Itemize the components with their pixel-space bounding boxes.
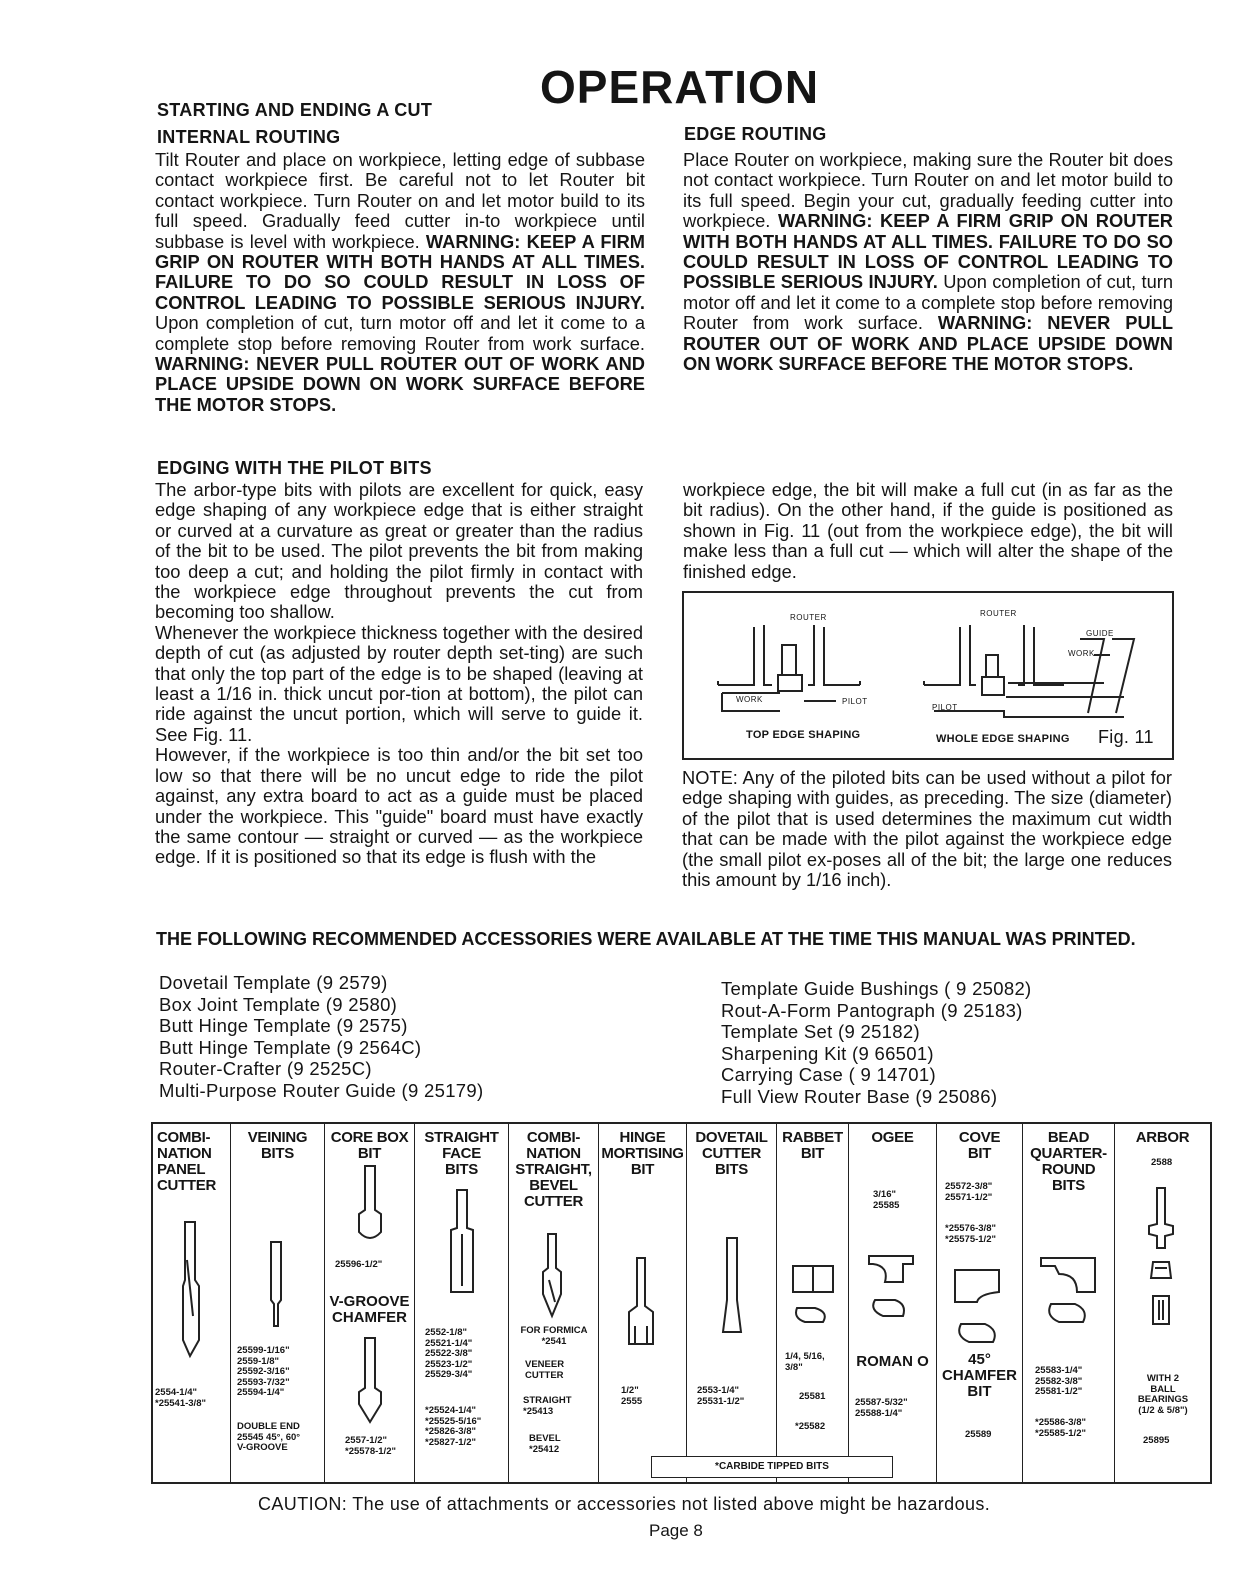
internal-routing-warning2: WARNING: NEVER PULL ROUTER OUT OF WORK AND PLACE UPSIDE DOWN ON WORK SURFACE BEFORE THE MOTOR STOPS. <box>155 353 645 415</box>
figure-11 <box>682 591 1174 760</box>
note-text <box>682 768 1172 890</box>
bit-part-numbers: 1/4, 5/16, 3/8" <box>785 1351 825 1373</box>
bit-part-numbers: 3/16" 25585 <box>873 1189 900 1211</box>
bit-part-numbers: BEVEL *25412 <box>529 1433 561 1455</box>
heading-edge-routing: EDGE ROUTING <box>684 124 827 144</box>
bit-part-numbers: *25524-1/4" *25525-5/16" *25826-3/8" *25827-1/2" <box>425 1405 482 1448</box>
ogee-bit-icon <box>865 1250 921 1330</box>
edging-p2: Whenever the workpiece thickness together with the desired depth of cut (as adjusted by router depth set-ting) are such that only the top part of the edge is to be shaped (leaving at least a 1/16 in. thick uncut por-tion at bottom), the pilot can ride against the uncut portion, which will serve to guide it. See Fig. 11. <box>155 621 643 745</box>
panel-cutter-icon <box>175 1220 205 1360</box>
bit-header: COMBI- NATION PANEL CUTTER <box>157 1129 217 1194</box>
bit-column-straight-face <box>415 1124 509 1482</box>
internal-routing-p1: Tilt Router and place on workpiece, letting edge of subbase contact workpiece first. Be careful not to let Router bit contact workpiece. Turn Router on and let motor build to its full speed. Gradually feed cutter in-to workpiece until subbase is level with workpiece. <box>155 149 645 252</box>
bit-part-numbers: VENEER CUTTER <box>525 1359 565 1381</box>
note-paragraph: NOTE: Any of the piloted bits can be used without a pilot for edge shaping with guides, as preceding. The size (diameter) of the pilot that is used determines the maximum cut width that can be made with the pilot against the workpiece edge (the small pilot ex-poses all of the bit; the large one reduces this amount by 1/16 inch). <box>682 767 1172 891</box>
cove-bit-icon <box>949 1264 1009 1354</box>
edging-p1: The arbor-type bits with pilots are excellent for quick, easy edge shaping of any workpiece edge that is either straight or curved at a curvature as great or greater than the radius of the bit to be used. The pilot prevents the bit from making too deep a cut; and holding the pilot firmly in contact with the workpiece edge throughout prevents the cut from becoming too shallow. <box>155 479 643 623</box>
fig-caption-top-edge: TOP EDGE SHAPING <box>746 729 861 741</box>
fig-label-pilot-right: PILOT <box>932 703 958 712</box>
edge-routing-text <box>683 150 1173 374</box>
bit-column-dovetail <box>687 1124 777 1482</box>
bit-part-numbers: 2557-1/2" *25578-1/2" <box>345 1435 396 1457</box>
fig-label-router-right: ROUTER <box>980 609 1017 618</box>
bit-part-numbers: 25596-1/2" <box>335 1259 383 1270</box>
bit-header: CORE BOX BIT <box>330 1129 409 1162</box>
veining-bit-icon <box>265 1240 287 1330</box>
bit-column-rabbet <box>777 1124 849 1482</box>
chamfer-bit-label: 45° CHAMFER BIT <box>942 1351 1017 1400</box>
hinge-mortising-bit-icon <box>623 1256 661 1352</box>
edging-p3: However, if the workpiece is too thin and/or the bit set too low so that there will be no uncut edge to ride the pilot against, any extra board to act as a guide must be placed under the workpiece. This "guide" board must have exactly the same contour — straight or curved — as the workpiece edge. If it is positioned so that its edge is flush with the <box>155 744 643 868</box>
bit-column-cove <box>937 1124 1023 1482</box>
bit-part-numbers: 25572-3/8" 25571-1/2" <box>945 1181 993 1203</box>
accessory-item: Carrying Case ( 9 14701) <box>721 1064 936 1085</box>
accessory-item: Template Guide Bushings ( 9 25082) <box>721 978 1032 999</box>
accessory-item: Router-Crafter (9 2525C) <box>159 1058 372 1079</box>
bit-part-numbers: 1/2" 2555 <box>621 1385 643 1407</box>
edging-text-left <box>155 480 643 868</box>
accessory-item: Butt Hinge Template (9 2564C) <box>159 1036 422 1058</box>
internal-routing-warning1: WARNING: KEEP A FIRM GRIP ON ROUTER WITH BOTH HANDS AT ALL TIMES. FAILURE TO DO SO COULD RESULT IN LOSS OF CONTROL LEADING TO POSSIBLE SERIOUS INJURY. <box>155 230 645 313</box>
bit-column-core-box <box>325 1124 415 1482</box>
accessory-item: Rout-A-Form Pantograph (9 25183) <box>721 999 1023 1021</box>
accessory-item: Dovetail Template (9 2579) <box>159 972 388 993</box>
fig-number: Fig. 11 <box>1098 727 1154 747</box>
fig-label-work-right: WORK <box>1068 649 1095 658</box>
bit-part-numbers: FOR FORMICA *2541 <box>520 1325 588 1347</box>
arbor-icon <box>1143 1184 1179 1344</box>
edge-routing-p2: Upon completion of cut, turn motor off and let it come to a complete stop before removing Router from work surface. <box>683 271 1173 334</box>
bit-header: VEINING BITS <box>247 1129 308 1162</box>
fig-label-pilot-left: PILOT <box>842 697 868 706</box>
dovetail-bit-icon <box>715 1236 749 1342</box>
carbide-tipped-note: *CARBIDE TIPPED BITS <box>651 1456 893 1478</box>
router-bits-table <box>151 1122 1212 1484</box>
bit-header: HINGE MORTISING BIT <box>601 1129 684 1178</box>
bit-part-numbers: *25582 <box>795 1421 826 1432</box>
bit-column-ogee <box>849 1124 937 1482</box>
bit-header: STRAIGHT FACE BITS <box>424 1129 499 1178</box>
bit-column-hinge-mortising <box>599 1124 687 1482</box>
bit-header: OGEE <box>871 1129 914 1146</box>
bit-part-numbers: *25576-3/8" *25575-1/2" <box>945 1223 996 1245</box>
fig-label-router-left: ROUTER <box>790 613 827 622</box>
fig-caption-whole-edge: WHOLE EDGE SHAPING <box>936 733 1070 745</box>
core-box-bit-icon <box>353 1164 387 1244</box>
internal-routing-p2: Upon completion of cut, turn motor off and let it come to a complete stop before removing Router from work surface. <box>155 312 645 354</box>
accessory-item: Box Joint Template (9 2580) <box>159 993 398 1015</box>
bit-column-bead <box>1023 1124 1115 1482</box>
bit-header: DOVETAIL CUTTER BITS <box>695 1129 768 1178</box>
bit-part-numbers: 25581 <box>799 1391 826 1402</box>
accessory-item: Full View Router Base (9 25086) <box>721 1085 998 1107</box>
bead-bit-icon <box>1037 1252 1103 1332</box>
bit-part-numbers: 2553-1/4" 25531-1/2" <box>697 1385 745 1407</box>
bit-part-numbers: STRAIGHT *25413 <box>523 1395 572 1417</box>
bit-column-combination-panel <box>153 1124 231 1482</box>
accessories-list-left <box>159 972 483 1101</box>
accessory-item: Multi-Purpose Router Guide (9 25179) <box>159 1079 484 1101</box>
bit-column-arbor <box>1115 1124 1210 1482</box>
page-title: OPERATION <box>540 61 820 113</box>
bit-header: BEAD QUARTER- ROUND BITS <box>1030 1129 1107 1194</box>
v-groove-bit-icon <box>353 1336 387 1426</box>
accessories-heading: THE FOLLOWING RECOMMENDED ACCESSORIES WERE AVAILABLE AT THE TIME THIS MANUAL WAS PRINTED. <box>156 929 1136 949</box>
bit-column-combination-bevel <box>509 1124 599 1482</box>
caution-text: CAUTION: The use of attachments or accessories not listed above might be hazardous. <box>258 1494 991 1514</box>
edge-routing-p1: Place Router on workpiece, making sure the Router bit does not contact workpiece. Turn Router on and let motor build to its full speed. Begin your cut, gradually feeding cutter into workpiece. <box>683 149 1173 232</box>
fig-label-guide: GUIDE <box>1086 629 1114 638</box>
bit-part-numbers: *25586-3/8" *25585-1/2" <box>1035 1417 1086 1439</box>
roman-ogee-label: ROMAN O <box>856 1353 929 1370</box>
heading-starting-ending: STARTING AND ENDING A CUT <box>157 100 433 120</box>
heading-edging-pilot: EDGING WITH THE PILOT BITS <box>157 458 432 478</box>
accessory-item: Sharpening Kit (9 66501) <box>721 1042 934 1064</box>
accessory-item: Template Set (9 25182) <box>721 1021 920 1042</box>
internal-routing-text <box>155 150 645 415</box>
v-groove-chamfer-label: V-GROOVE CHAMFER <box>329 1293 410 1326</box>
edging-text-right <box>683 480 1173 582</box>
edging-p4: workpiece edge, the bit will make a full cut (in as far as the bit radius). On the other hand, if the guide is positioned as shown in Fig. 11 (out from the workpiece edge), the bit will make less than a full cut — which will alter the shape of the finished edge. <box>683 479 1173 582</box>
fig-label-work-left: WORK <box>736 695 763 704</box>
bit-part-numbers: 25587-5/32" 25588-1/4" <box>855 1397 908 1419</box>
bit-header: COVE BIT <box>958 1129 1001 1162</box>
straight-face-bit-icon <box>445 1188 479 1298</box>
bit-part-numbers: 25599-1/16" 2559-1/8" 25592-3/16" 25593-7/32" 25594-1/4" <box>237 1345 290 1398</box>
bit-part-numbers: DOUBLE END 25545 45°, 60° V-GROOVE <box>237 1421 301 1453</box>
bit-part-numbers: 25589 <box>965 1429 992 1440</box>
accessories-list-right <box>721 978 1032 1107</box>
page-number: Page 8 <box>649 1521 703 1540</box>
edge-routing-warning1: WARNING: KEEP A FIRM GRIP ON ROUTER WITH BOTH HANDS AT ALL TIMES. FAILURE TO DO SO COULD RESULT IN LOSS OF CONTROL LEADING TO POSSIBLE SERIOUS INJURY. <box>683 210 1173 293</box>
bit-part-numbers: 25895 <box>1143 1435 1170 1446</box>
bit-part-numbers: 25583-1/4" 25582-3/8" 25581-1/2" <box>1035 1365 1083 1397</box>
bit-part-numbers: WITH 2 BALL BEARINGS (1/2 & 5/8") <box>1137 1373 1189 1416</box>
edge-routing-warning2: WARNING: NEVER PULL ROUTER OUT OF WORK AND PLACE UPSIDE DOWN ON WORK SURFACE BEFORE THE MOTOR STOPS. <box>683 312 1173 375</box>
bit-header: ARBOR <box>1135 1129 1190 1146</box>
bit-header: COMBI- NATION STRAIGHT, BEVEL CUTTER <box>515 1129 592 1210</box>
rabbet-bit-icon <box>789 1260 839 1332</box>
accessory-item: Butt Hinge Template (9 2575) <box>159 1015 408 1036</box>
bit-header: RABBET BIT <box>782 1129 843 1162</box>
bit-column-veining <box>231 1124 325 1482</box>
bit-part-numbers: 2588 <box>1151 1157 1173 1168</box>
heading-internal-routing: INTERNAL ROUTING <box>157 127 341 147</box>
bit-part-numbers: 2554-1/4" *25541-3/8" <box>155 1387 206 1409</box>
bevel-cutter-icon <box>535 1232 569 1320</box>
bit-part-numbers: 2552-1/8" 25521-1/4" 25522-3/8" 25523-1/2" 25529-3/4" <box>425 1327 473 1380</box>
